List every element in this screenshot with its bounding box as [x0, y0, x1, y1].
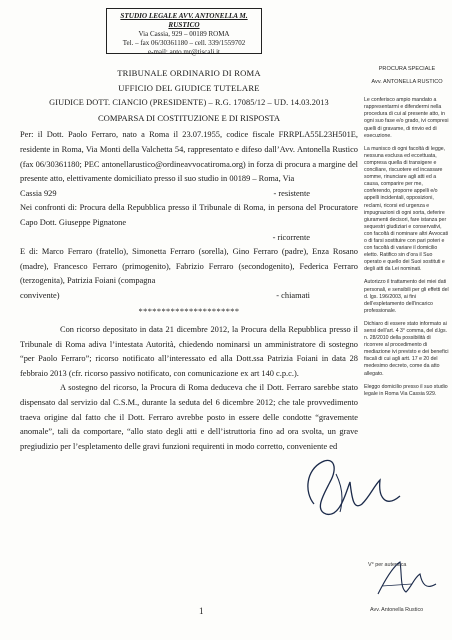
paragraph-1: Con ricorso depositato in data 21 dicembre 2012, la Procura della Repubblica presso il Tribunale di Roma adiva l’intestata Autorità, chiedendo nominarsi un amministratore di sostegno “per Paolo Ferraro”; ricorso notificato all’interessato ed alla Dott.ssa Patrizia Foiani in data 28 febbraio 2013 (cfr. ricorso passivo notificato, con comunicazione ex art 140 c.p.c.).: [20, 325, 358, 378]
office-title: UFFICIO DEL GIUDICE TUTELARE: [118, 82, 260, 93]
procura-paragraph: Dichiaro di essere stato informato ai sensi dell’art. 4 3° comma, del d.lgs. n. 28/2010 della possibilità di ricorrere al procedimento di mediazione ivi previsto e dei benefici fiscali di cui agli artt. 17 e 20 del medesimo decreto, come da atto allegato.: [364, 320, 449, 377]
letterhead: [106, 8, 262, 54]
per-paragraph: Per: il Dott. Paolo Ferraro, nato a Roma il 23.07.1955, codice fiscale FRRPLA55L23H501E, residente in Roma, Via Monti della Valchetta 54, rappresentato e difeso dall’Avv. Antonella Rustico (fax 06/30361180; PEC antonellarustico@ordineavvocatiroma.org) in forza di procura a margine del presente atto, elettivamente domiciliato presso il suo studio in 00189 – Roma, Via: [20, 130, 358, 184]
per-last-line: [20, 187, 358, 202]
procura-paragraph: Eleggo domicilio presso il suo studio legale in Roma Via Cassia 929.: [364, 383, 448, 397]
autentica-label: V° per autentica: [368, 562, 407, 568]
court-title: TRIBUNALE ORDINARIO DI ROMA: [117, 68, 261, 78]
e-di-paragraph: E di: Marco Ferraro (fratello), Simonetta Ferraro (sorella), Gino Ferraro (padre), Enza Rosano (madre), Francesco Ferraro (primogenito), Fabrizio Ferraro (secondogenito), Federica Ferraro (terzogenita), Patrizia Foiani (compagna: [20, 247, 358, 286]
e-di-last-line: [20, 289, 358, 304]
procura-speciale: [364, 66, 450, 404]
procura-subheader: Avv. ANTONELLA RUSTICO: [371, 79, 443, 86]
client-signature: [296, 452, 416, 530]
letterhead-phone: Tel. – fax 06/30361180 – cell. 339/1559702: [122, 39, 246, 47]
procura-paragraph: Le conferisco ampio mandato a rappresentarmi e difendermi nella procedura di cui al presente atto, in ogni suo fase e/o grado, ivi compresi quelli di gravame, di rinvio ed di esecuzione.: [364, 97, 449, 139]
letterhead-studio: STUDIO LEGALE AVV. ANTONELLA M. RUSTICO: [120, 12, 248, 29]
paragraph-2: A sostegno del ricorso, la Procura di Roma deduceva che il Dott. Ferraro sarebbe stato dispensato dal servizio dal C.S.M., durante la seduta del 6 dicembre 2012; che tale provvedimento traeva origine dal fatto che il Dott. Ferraro avrebbe posto in essere delle condotte “gravemente anomale”, tali da comportare, “allo stato degli atti e dell’istruttoria fino ad ora svolta, un grave pregiudizio per l’espletamento delle gravi funzioni requirenti in modo corretto, conveniente ed: [20, 383, 358, 451]
letterhead-address: Via Cassia, 929 – 00189 ROMA: [138, 30, 230, 38]
judge-line: GIUDICE DOTT. CIANCIO (PRESIDENTE) – R.G. 17085/12 – UD. 14.03.2013: [49, 98, 329, 108]
e-di-last-text: convivente): [20, 290, 60, 300]
procura-header: PROCURA SPECIALE: [378, 66, 436, 72]
separator: **********************: [138, 306, 240, 316]
document-title: COMPARSA DI COSTITUZIONE E DI RISPOSTA: [97, 112, 281, 123]
per-last-text: Cassia 929: [20, 188, 57, 198]
nei-text: Nei confronti di: Procura della Repubblica presso il Tribunale di Roma, in persona del Procuratore Capo Dott. Giuseppe Pignatone: [20, 203, 358, 227]
letterhead-email: e-mail: anto.mr@tiscali.it: [148, 48, 220, 56]
nei-confronti-paragraph: [20, 201, 358, 230]
procura-paragraph: La munisco di ogni facoltà di legge, nessuna esclusa ed eccettuata, compresa quella di transigere e conciliare, riscuotere ed incassare somme, rinunciare agli atti ed a causa, comparire per me, conferendo, proporre appelli e/o appelli incidentali, opposizioni, reclami, ricorsi ed urgenza e impugnazioni di ogni sorta, deferire giuramenti decisori, fare istanza per sequestri giudiziari e conservativi, con facoltà di nominare altri Avvocati o di farsi sostituire con pari poteri e con facoltà di variare il domicilio eletto. Ratifico sin d’ora il Suo operato e quello dei Suoi sostituti e degli atti da Lei nominati.: [364, 145, 449, 273]
nei-role-line: [20, 231, 358, 246]
lawyer-signature: [372, 556, 442, 604]
role-ricorrente: - ricorrente: [272, 232, 310, 242]
page-number: 1: [199, 606, 204, 616]
role-chiamati: - chiamati: [276, 290, 310, 300]
lawyer-name: Avv. Antonella Rustico: [370, 607, 424, 613]
role-resistente: - resistente: [273, 188, 310, 198]
procura-paragraph: Autorizzo il trattamento dei miei dati personali, e sensibili per gli effetti del d. lgs. 196/2003, ai fini dell’espletamento dell’incarico professionale.: [364, 279, 449, 314]
main-text: [20, 60, 358, 454]
